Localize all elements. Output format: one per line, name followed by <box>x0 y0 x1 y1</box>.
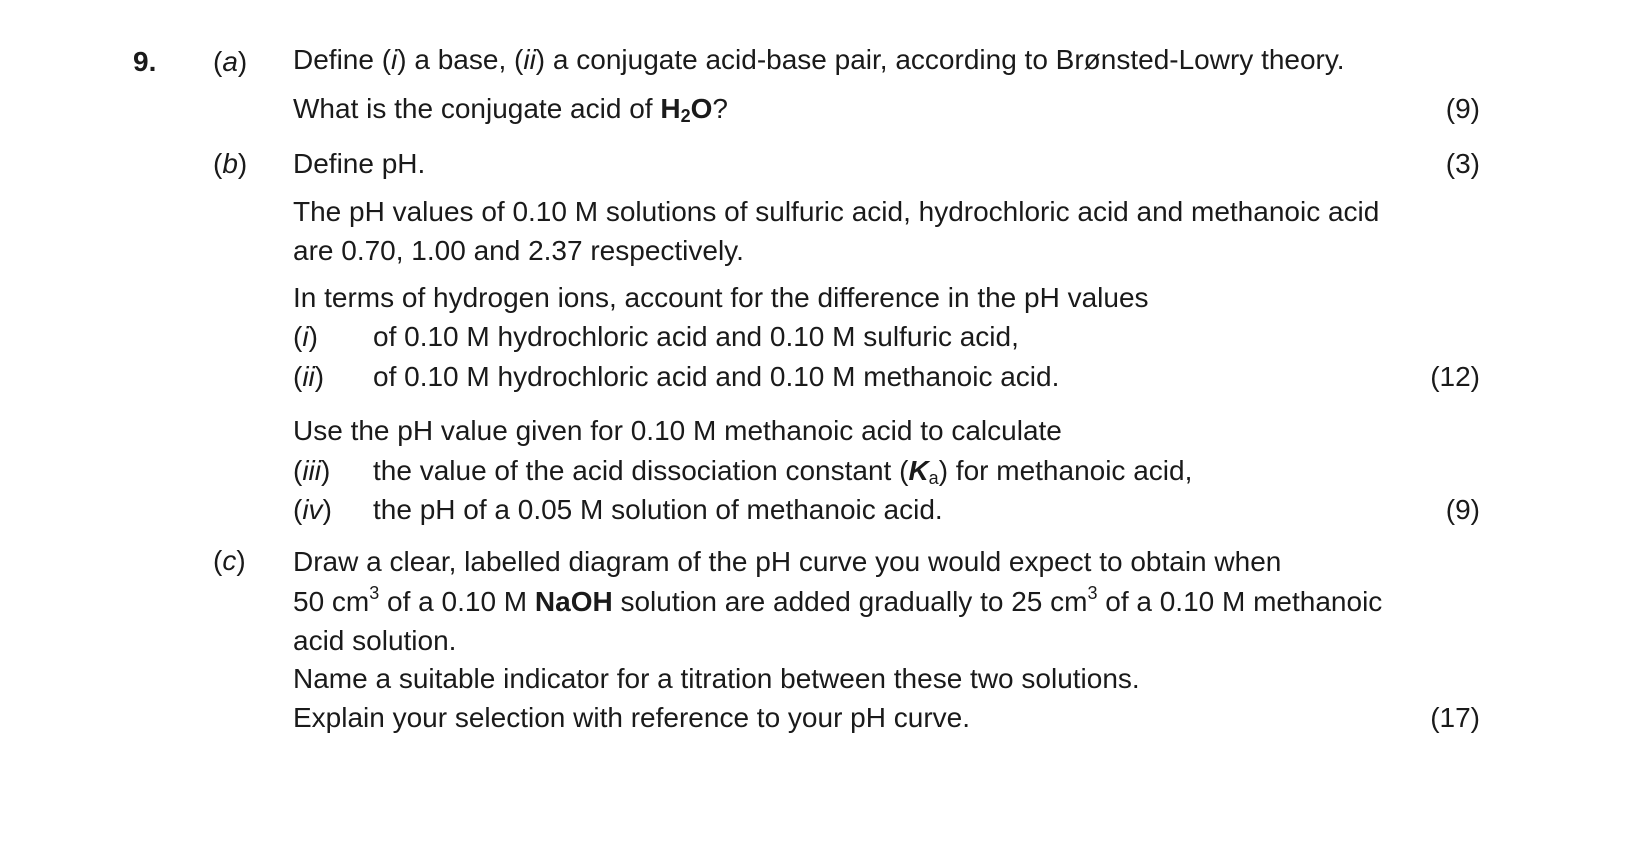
part-b-line-3: are 0.70, 1.00 and 2.37 respectively. <box>293 235 744 266</box>
part-b-sub-iii-text: the value of the acid dissociation constant $(K_a)$ for methanoic acid, <box>373 455 1193 488</box>
part-a-line-2: What is the conjugate acid of $H_2O$? <box>293 93 728 126</box>
part-c-line-4: Name a suitable indicator for a titration between these two solutions. <box>293 663 1140 694</box>
part-b-sub-iii-label: (iii) <box>293 455 331 486</box>
part-b-marks-1: (3) <box>1445 148 1480 179</box>
part-c-label: (c) <box>213 545 246 576</box>
part-a-marks: (9) <box>1445 93 1480 124</box>
part-b-line-2: The pH values of 0.10 M solutions of sulfuric acid, hydrochloric acid and methanoic acid <box>293 196 1380 227</box>
part-b-sub-ii-text: of 0.10 M hydrochloric acid and 0.10 M methanoic acid. <box>373 361 1060 392</box>
part-b-line-1: Define pH. <box>293 148 426 179</box>
part-b-line-5: Use the pH value given for 0.10 M methanoic acid to calculate <box>293 415 1062 446</box>
part-b-marks-3: (9) <box>1445 494 1480 525</box>
part-b-label: (b) <box>213 148 248 179</box>
part-b-sub-i-text: of 0.10 M hydrochloric acid and 0.10 M sulfuric acid, <box>373 321 1019 352</box>
part-b-marks-2: (12) <box>1430 361 1480 392</box>
part-b-sub-i-label: (i) <box>293 321 318 352</box>
part-b-sub-ii-label: (ii) <box>293 361 325 392</box>
question-number: 9. <box>133 46 157 77</box>
part-a-label: (a) <box>213 46 248 77</box>
part-c-marks: (17) <box>1430 702 1480 733</box>
part-c-line-3: acid solution. <box>293 625 457 656</box>
part-c-line-5: Explain your selection with reference to your pH curve. <box>293 702 970 733</box>
part-a-line-1: Define (i) a base, (ii) a conjugate acid-base pair, according to Brønsted-Lowry theory. <box>293 44 1345 75</box>
part-c-line-2: 50 $cm^3$ of a 0.10 M NaOH solution are added gradually to 25 $cm^3$ of a 0.10 M methanoic <box>293 583 1383 617</box>
part-c-line-1: Draw a clear, labelled diagram of the pH curve you would expect to obtain when <box>293 546 1282 577</box>
part-b-sub-iv-label: (iv) <box>293 494 332 525</box>
part-b-line-4: In terms of hydrogen ions, account for the difference in the pH values <box>293 282 1149 313</box>
part-b-sub-iv-text: the pH of a 0.05 M solution of methanoic acid. <box>373 494 943 525</box>
